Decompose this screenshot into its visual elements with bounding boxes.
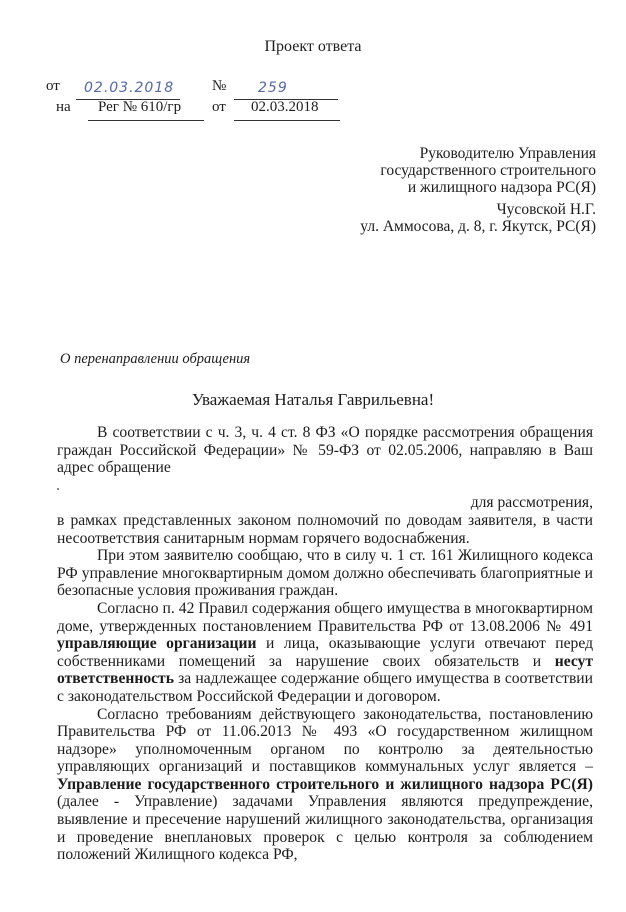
paragraph-3 <box>57 600 593 706</box>
paragraph-4-bold: Управление государственного строительного и жилищного надзора РС(Я) <box>57 775 593 793</box>
number-handwritten: 259 <box>258 80 288 96</box>
addressee-line-3: и жилищного надзора РС(Я) <box>407 179 596 196</box>
na-label: на <box>56 99 71 115</box>
addressee-line-1: Руководителю Управления <box>419 145 596 162</box>
paragraph-3-part-a: Согласно п. 42 Правил содержания общего имущества в многоквартирном доме, утвержденных постановлением Правительства РФ от 13.08.2006 № 491 <box>57 599 593 635</box>
reg-date: 02.03.2018 <box>251 99 319 115</box>
reg-number: Рег № 610/гр <box>98 99 182 115</box>
paragraph-4 <box>57 706 593 864</box>
paragraph-1a: В соответствии с ч. 3, ч. 4 ст. 8 ФЗ «О порядке рассмотрения обращения граждан Российской Федерации» № 59-ФЗ от 02.05.2006, направляю в Ваш адрес обращение <box>57 424 593 477</box>
document-title: Проект ответа <box>264 38 362 55</box>
addressee-address: ул. Аммосова, д. 8, г. Якутск, РС(Я) <box>360 218 596 235</box>
letter-body <box>57 424 593 864</box>
paragraph-1b: для рассмотрения, <box>470 494 593 512</box>
paragraph-3-bold-a: управляющие организации <box>57 635 257 653</box>
paragraph-3-part-e: за надлежащее содержание общего имущества в соответствии с законодательством Российской Федерации и договором. <box>57 670 593 705</box>
paragraph-4-part-c: (далее - Управление) задачами Управления являются предупреждение, выявление и пресечение нарушений жилищного законодательства, организация и проведение внеплановых проверок с целью контроля за соблюдением положений Жилищного кодекса РФ, <box>57 793 593 864</box>
ot-label: от <box>46 78 60 94</box>
paragraph-1c: в рамках представленных законом полномочий по доводам заявителя, в части несоответствия санитарным нормам горячего водоснабжения. <box>57 511 593 547</box>
subject-line: О перенаправлении обращения <box>60 351 251 367</box>
number-label: № <box>212 78 227 94</box>
paragraph-2: При этом заявителю сообщаю, что в силу ч. 1 ст. 161 Жилищного кодекса РФ управление многоквартирным домом должно обеспечивать благоприятные и безопасные условия проживания граждан. <box>57 547 593 600</box>
paragraph-4-part-a: Согласно требованиям действующего законодательства, постановлению Правительства РФ от 11.06.2013 № 493 «О государственном жилищном надзоре» уполномоченным органом по контролю за деятельностью управляющих организаций и поставщиков коммунальных услуг является – <box>57 705 593 776</box>
ot2-label: от <box>212 99 226 115</box>
paragraph-3-part-c: и лица, оказывающие услуги отвечают перед собственниками помещений за нарушение своих обязательств и <box>57 635 593 670</box>
addressee-line-2: государственного строительного <box>380 162 596 179</box>
ot-date-handwritten: 02.03.2018 <box>84 80 175 96</box>
salutation: Уважаемая Наталья Гаврильевна! <box>191 390 435 409</box>
addressee-name: Чусовской Н.Г. <box>496 201 596 218</box>
paragraph-3-bold-b: несут ответственность <box>57 652 593 688</box>
